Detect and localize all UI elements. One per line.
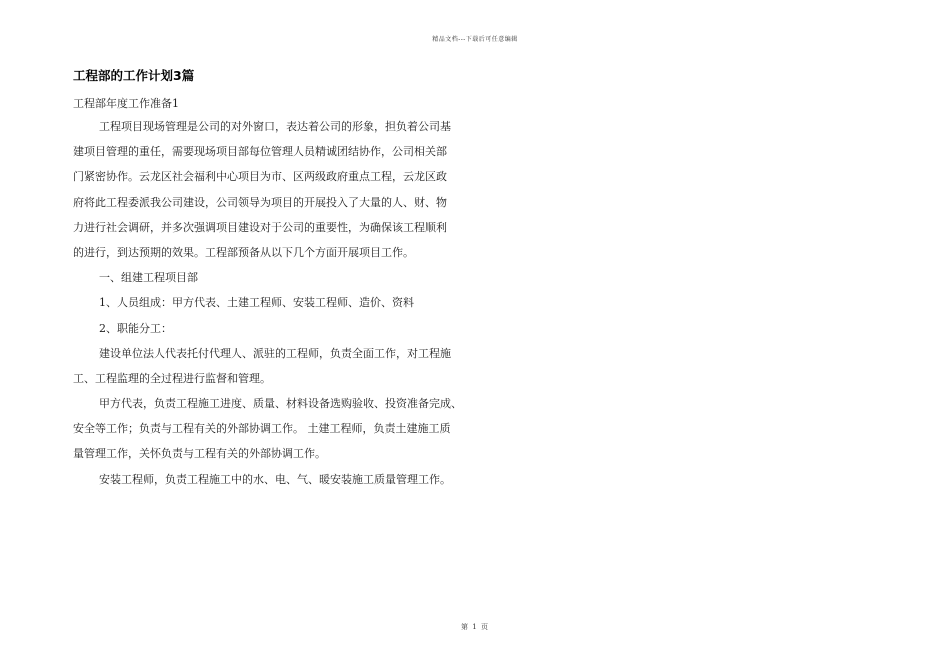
document-body (73, 114, 473, 492)
body-line: 工程项目现场管理是公司的对外窗口，表达着公司的形象，担负着公司基 (99, 120, 451, 133)
document-subtitle: 工程部年度工作准备1 (73, 97, 179, 110)
body-line: 1、人员组成：甲方代表、土建工程师、安装工程师、造价、资料 (99, 296, 414, 310)
body-line: 安装工程师，负责工程施工中的水、电、气、暖安装施工质量管理工作。 (99, 472, 451, 486)
body-line: 的进行，到达预期的效果。工程部预备从以下几个方面开展项目工作。 (73, 245, 414, 259)
body-line: 2、职能分工： (99, 321, 172, 335)
body-line: 工、工程监理的全过程进行监督和管理。 (73, 371, 271, 385)
body-line: 门紧密协作。云龙区社会福利中心项目为市、区两级政府重点工程，云龙区政 (73, 170, 447, 184)
body-line: 力进行社会调研，并多次强调项目建设对于公司的重要性，为确保该工程顺利 (73, 220, 447, 234)
body-line: 建项目管理的重任，需要现场项目部每位管理人员精诚团结协作，公司相关部 (73, 145, 447, 159)
page-number: 第 1 页 (461, 623, 489, 631)
body-line: 一、组建工程项目部 (99, 271, 198, 285)
header-note: 精品文档---下载后可任意编辑 (432, 36, 518, 43)
body-line: 量管理工作，关怀负责与工程有关的外部协调工作。 (73, 447, 326, 461)
body-line: 府将此工程委派我公司建设，公司领导为项目的开展投入了大量的人、财、物 (73, 195, 447, 209)
document-title: 工程部的工作计划3篇 (73, 68, 195, 83)
body-line: 安全等工作；负责与工程有关的外部协调工作。 土建工程师，负责土建施工质 (73, 422, 451, 436)
body-line: 建设单位法人代表托付代理人、派驻的工程师，负责全面工作，对工程施 (99, 346, 451, 360)
body-line: 甲方代表，负责工程施工进度、质量、材料设备选购验收、投资准备完成、 (99, 397, 462, 411)
